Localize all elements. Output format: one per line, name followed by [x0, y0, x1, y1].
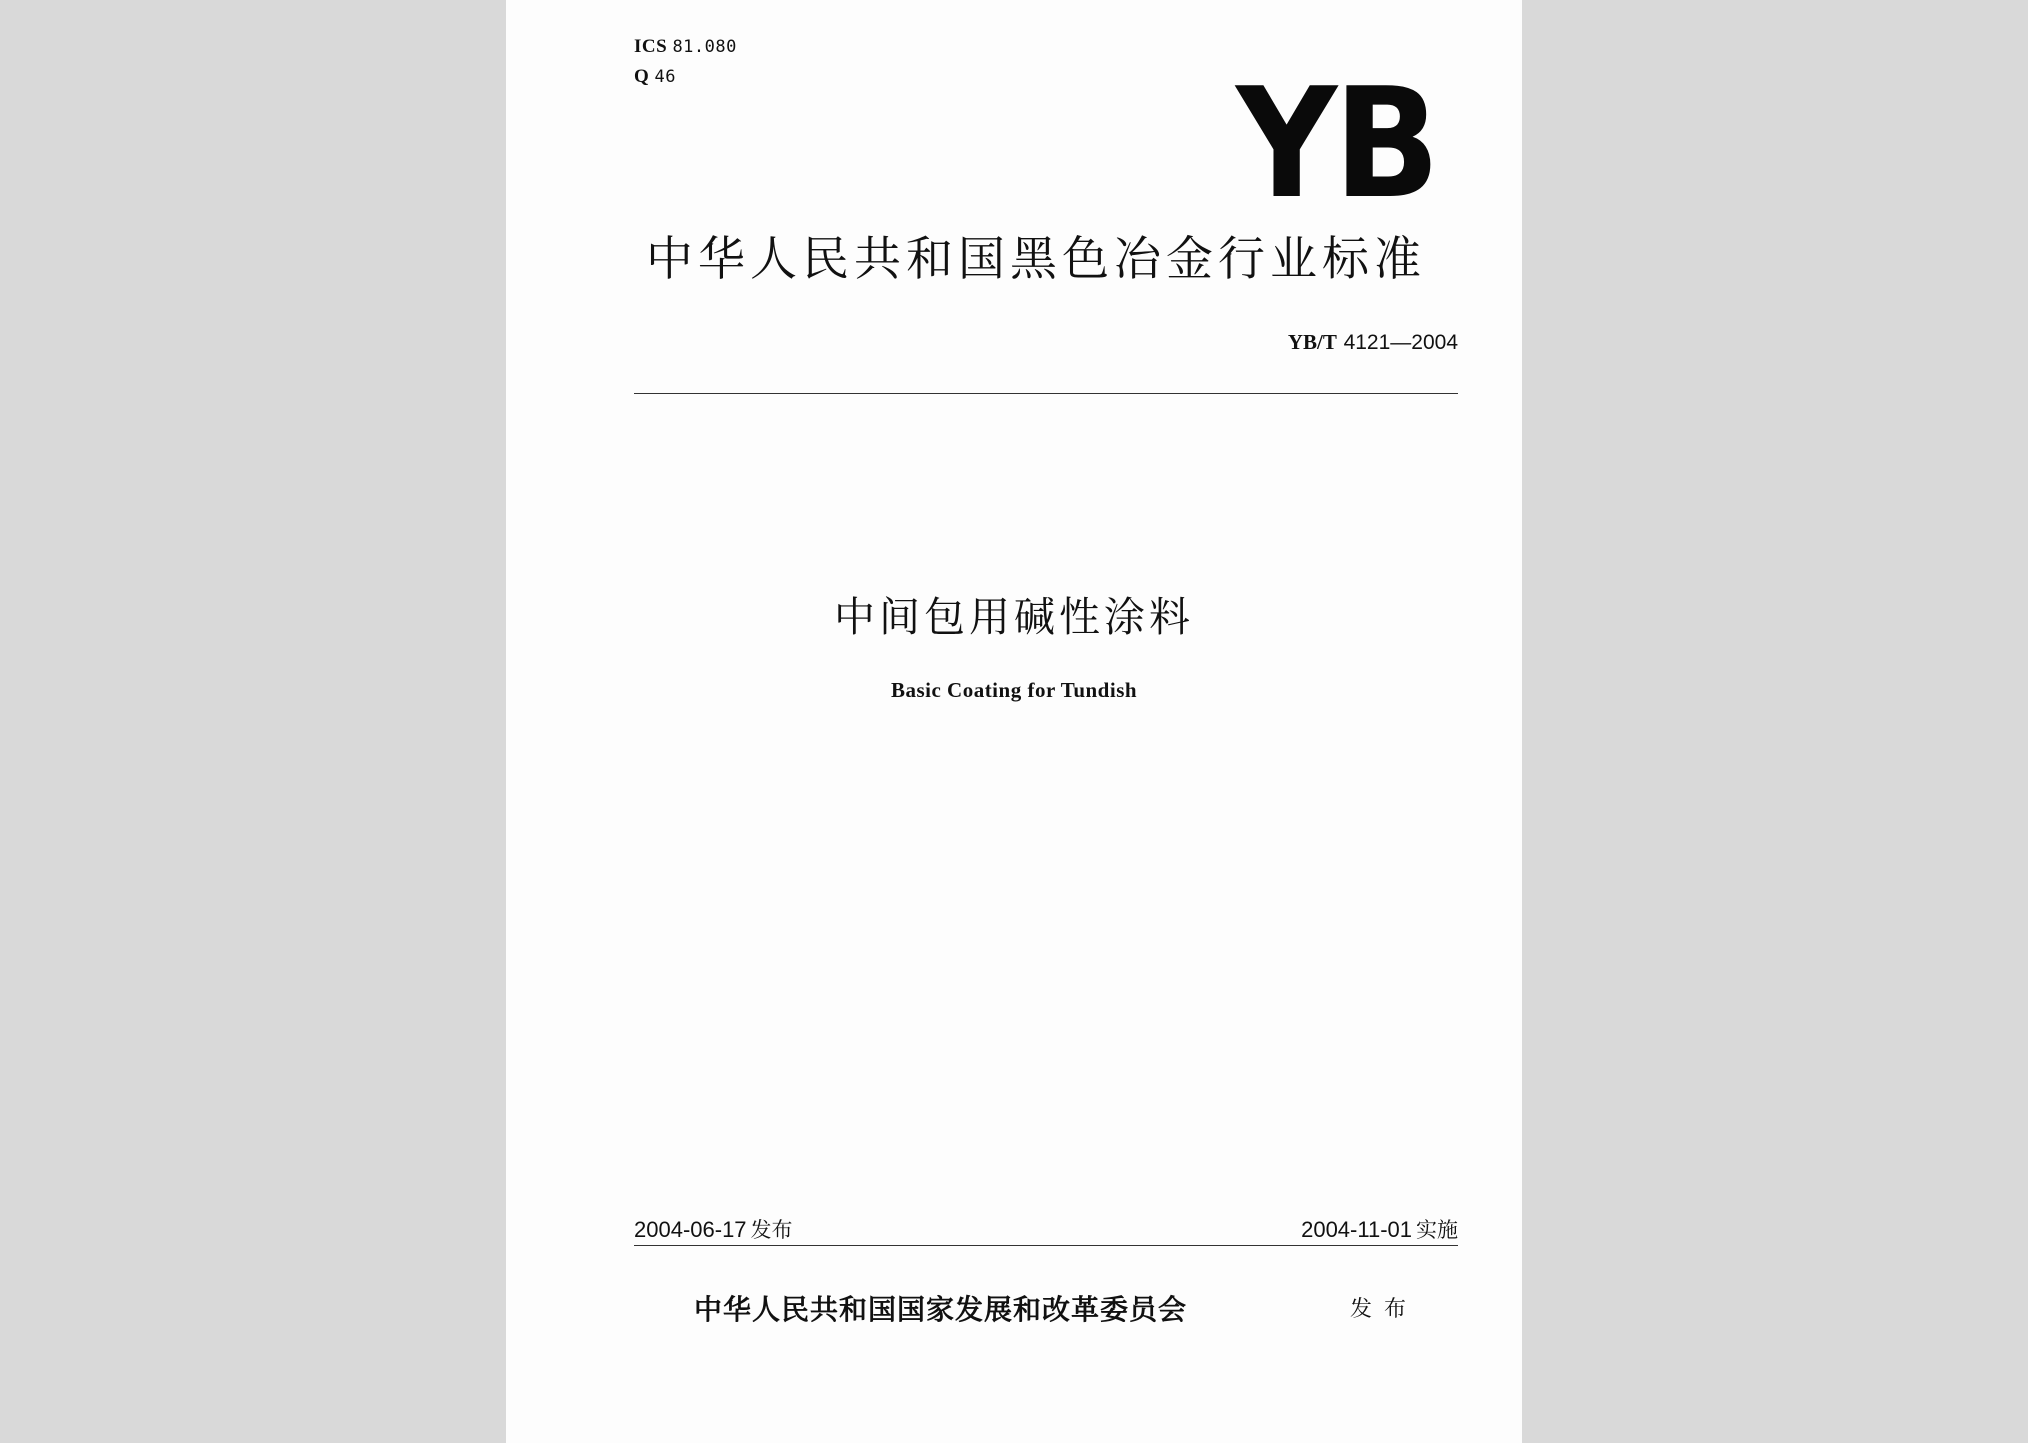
ccs-label: Q: [634, 66, 650, 87]
industry-standard-title: 中华人民共和国黑色冶金行业标准: [646, 232, 1426, 287]
bottom-divider: [634, 1245, 1458, 1246]
effective-date: 2004-11-01: [1301, 1217, 1412, 1242]
chinese-title: 中间包用碱性涂料: [834, 593, 1194, 641]
ics-label: ICS: [634, 36, 668, 57]
standard-code: YB/T: [1287, 330, 1337, 354]
ccs-code: 46: [654, 67, 677, 87]
standard-number: [1288, 330, 1458, 355]
yb-logo: YB: [1236, 55, 1437, 232]
publisher-name: 中华人民共和国国家发展和改革委员会: [694, 1293, 1188, 1326]
effective-date-block: [1301, 1214, 1458, 1244]
ics-code: 81.080: [672, 37, 737, 57]
english-title: Basic Coating for Tundish: [890, 678, 1138, 702]
issue-label: 发布: [750, 1218, 793, 1242]
ccs-classification: [634, 66, 676, 88]
effective-label: 实施: [1416, 1218, 1458, 1242]
issue-date: 2004-06-17: [634, 1217, 747, 1242]
standard-number-digits: 4121—2004: [1343, 331, 1458, 354]
issue-date-block: [634, 1214, 793, 1244]
ics-classification: [634, 36, 737, 58]
top-divider: [634, 393, 1458, 394]
document-page: [506, 0, 1522, 1443]
publisher-action: 发布: [1350, 1297, 1419, 1322]
